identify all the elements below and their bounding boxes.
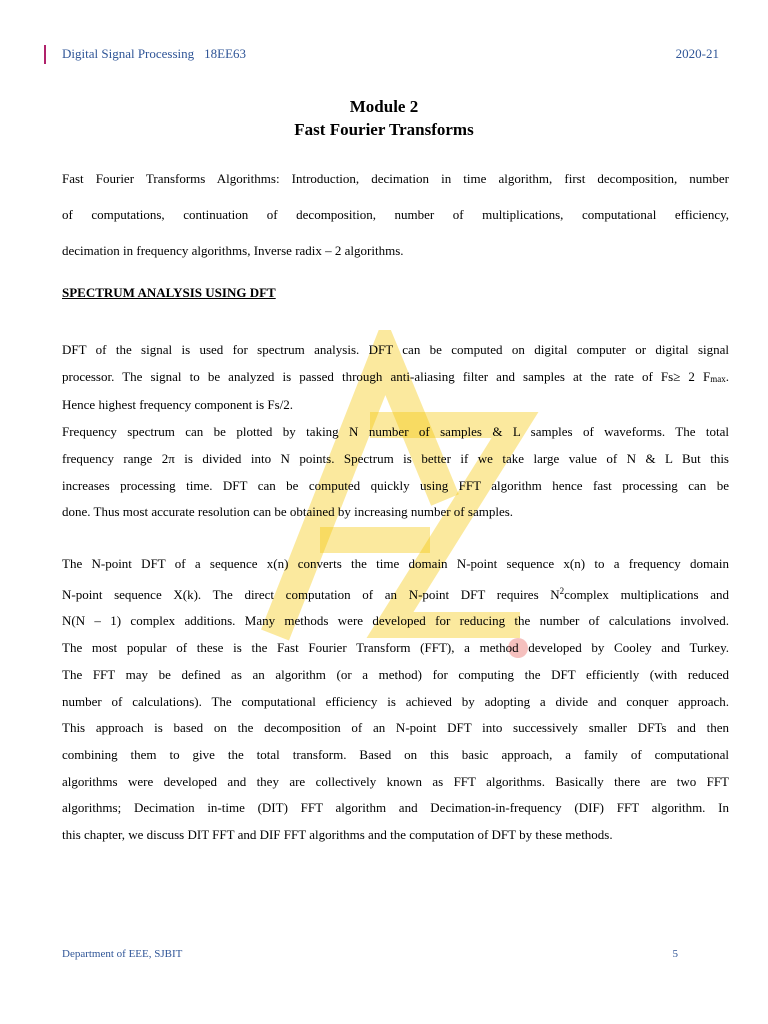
- title-topic: Fast Fourier Transforms: [294, 120, 474, 139]
- spectrum-paragraph: [62, 337, 729, 526]
- text-line: increases processing time. DFT can be computed quickly using FFT algorithm hence fast processing can be: [62, 477, 729, 493]
- text-line: this chapter, we discuss DIT FFT and DIF FFT algorithms and the computation of DFT by these methods.: [62, 827, 613, 843]
- intro-paragraph: [62, 161, 729, 269]
- page-title: [0, 95, 768, 141]
- text-line: DFT of the signal is used for spectrum analysis. DFT can be computed on digital computer or digital signal: [62, 342, 729, 357]
- header-accent-bar: [44, 45, 46, 64]
- text-line: N-point sequence X(k). The direct computation of an N-point DFT requires $N^2complex$ multiplications and: [62, 585, 729, 602]
- footer-department: Department of EEE, SJBIT: [62, 948, 183, 960]
- text-line: Frequency spectrum can be plotted by taking N number of samples & L samples of waveforms. The total: [62, 424, 729, 440]
- section-heading: SPECTRUM ANALYSIS USING DFT: [62, 285, 276, 300]
- fft-paragraph: [62, 551, 729, 849]
- text-line: Hence highest frequency component is Fs/2.: [62, 397, 294, 413]
- text-line: done. Thus most accurate resolution can be obtained by increasing number of samples.: [62, 504, 514, 520]
- title-module: Module 2: [349, 97, 419, 116]
- text-line: The most popular of these is the Fast Fourier Transform (FFT), a method developed by Cooley and Turkey.: [62, 640, 729, 656]
- header-year: 2020-21: [675, 46, 719, 61]
- intro-line: of computations, continuation of decomposition, number of multiplications, computational efficiency,: [62, 207, 729, 222]
- text-line: This approach is based on the decomposition of an N-point DFT into successively smaller DFTs and then: [62, 720, 729, 736]
- header-course: [62, 46, 246, 62]
- text-line: algorithms; Decimation in-time (DIT) FFT algorithm and Decimation-in-frequency (DIF) FFT algorithm. In: [62, 800, 729, 816]
- intro-line: decimation in frequency algorithms, Inverse radix – 2 algorithms.: [62, 243, 404, 258]
- header-course-code: 18EE63: [204, 46, 247, 61]
- text-line: The N-point DFT of a sequence x(n) converts the time domain N-point sequence x(n) to a frequency domain: [62, 556, 729, 571]
- text-line: processor. The signal to be analyzed is passed through anti-aliasing filter and samples at the rate of Fs≥ 2 $F_{max}$.: [62, 368, 729, 384]
- text-line: frequency range 2π is divided into N points. Spectrum is better if we take large value of N & L But this: [62, 450, 729, 466]
- text-line: number of calculations). The computational efficiency is achieved by adopting a divide and conquer approach.: [62, 693, 729, 709]
- intro-line: Fast Fourier Transforms Algorithms: Introduction, decimation in time algorithm, first decomposition, number: [62, 171, 729, 186]
- text-line: algorithms were developed and they are collectively known as FFT algorithms. Basically there are two FFT: [62, 773, 729, 789]
- text-line: N(N – 1) complex additions. Many methods were developed for reducing the number of calculations involved.: [62, 613, 729, 629]
- text-line: The FFT may be defined as an algorithm (or a method) for computing the DFT efficiently (with reduced: [62, 666, 729, 682]
- footer-page-number: 5: [672, 948, 678, 960]
- header-course-name: Digital Signal Processing: [62, 46, 195, 61]
- text-line: combining them to give the total transform. Based on this basic approach, a family of computational: [62, 746, 729, 762]
